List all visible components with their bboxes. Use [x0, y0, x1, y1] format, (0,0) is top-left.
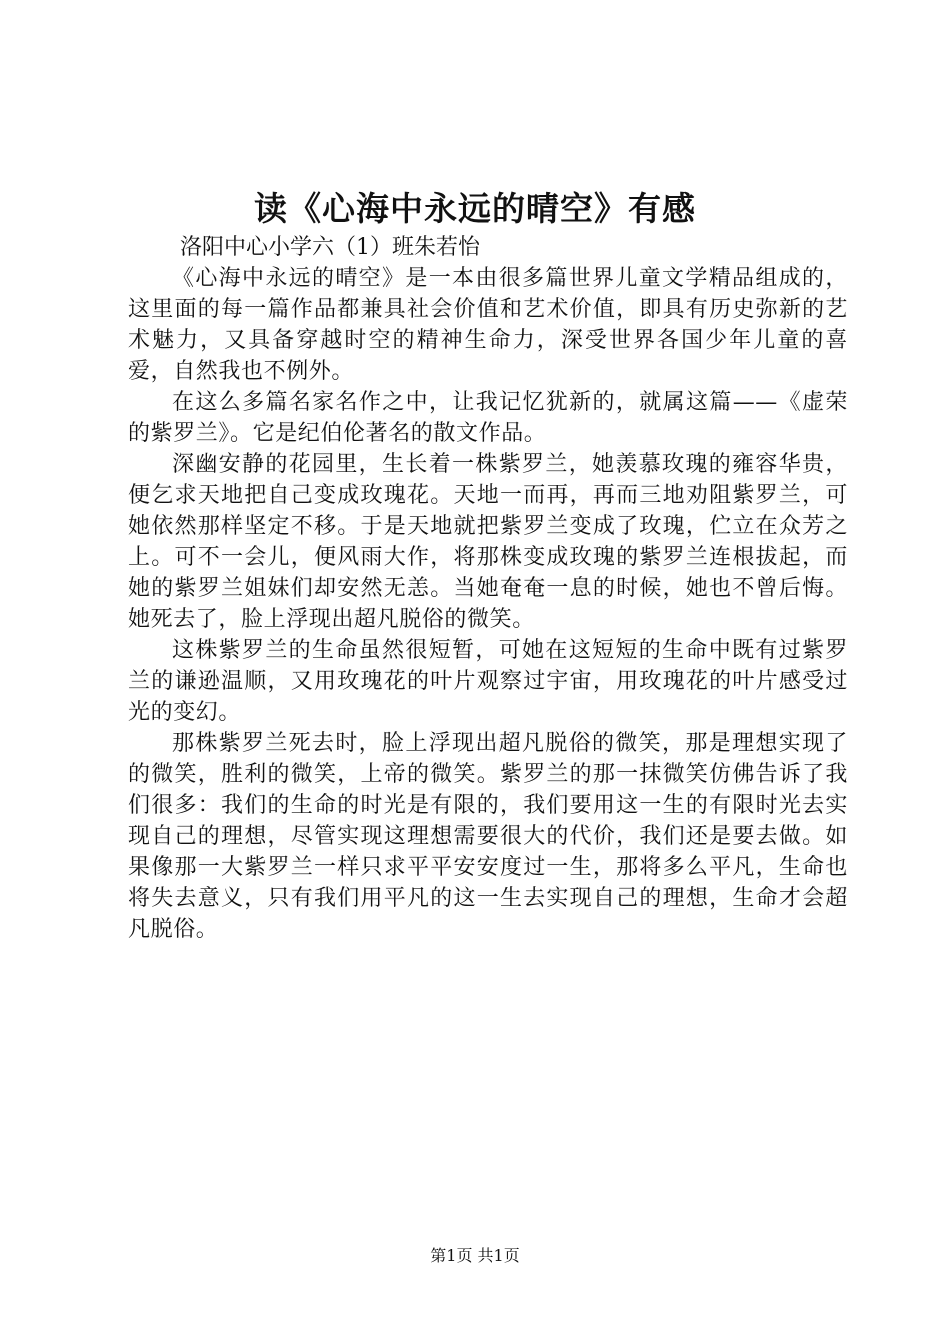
document-body — [128, 232, 848, 945]
paragraph-5: 那株紫罗兰死去时，脸上浮现出超凡脱俗的微笑，那是理想实现了的微笑，胜利的微笑，上帝的微笑。紫罗兰的那一抹微笑仿佛告诉了我们很多：我们的生命的时光是有限的，我们要用这一生的有限时光去实现自己的理想，尽管实现这理想需要很大的代价，我们还是要去做。如果像那一大紫罗兰一样只求平平安安度过一生，那将多么平凡，生命也将失去意义，只有我们用平凡的这一生去实现自己的理想，生命才会超凡脱俗。 — [128, 731, 848, 942]
paragraph-4: 这株紫罗兰的生命虽然很短暂，可她在这短短的生命中既有过紫罗兰的谦逊温顺，又用玫瑰花的叶片观察过宇宙，用玫瑰花的叶片感受过光的变幻。 — [128, 638, 848, 725]
paragraph-2: 在这么多篇名家名作之中，让我记忆犹新的，就属这篇——《虚荣的紫罗兰》。它是纪伯伦著名的散文作品。 — [128, 390, 848, 446]
document-title: 读《心海中永远的晴空》有感 — [254, 189, 696, 228]
author-line: 洛阳中心小学六（1）班朱若怡 — [180, 235, 480, 260]
paragraph-1: 《心海中永远的晴空》是一本由很多篇世界儿童文学精品组成的，这里面的每一篇作品都兼具社会价值和艺术价值，即具有历史弥新的艺术魅力，又具备穿越时空的精神生命力，深受世界各国少年儿童的喜爱，自然我也不例外。 — [128, 266, 848, 384]
page-footer: 第1页 共1页 — [430, 1246, 520, 1265]
paragraph-3: 深幽安静的花园里，生长着一株紫罗兰，她羡慕玫瑰的雍容华贵，便乞求天地把自己变成玫瑰花。天地一而再，再而三地劝阻紫罗兰，可她依然那样坚定不移。于是天地就把紫罗兰变成了玫瑰，伫立在众芳之上。可不一会儿，便风雨大作，将那株变成玫瑰的紫罗兰连根拔起，而她的紫罗兰姐妹们却安然无恙。当她奄奄一息的时候，她也不曾后悔。她死去了，脸上浮现出超凡脱俗的微笑。 — [128, 452, 848, 632]
